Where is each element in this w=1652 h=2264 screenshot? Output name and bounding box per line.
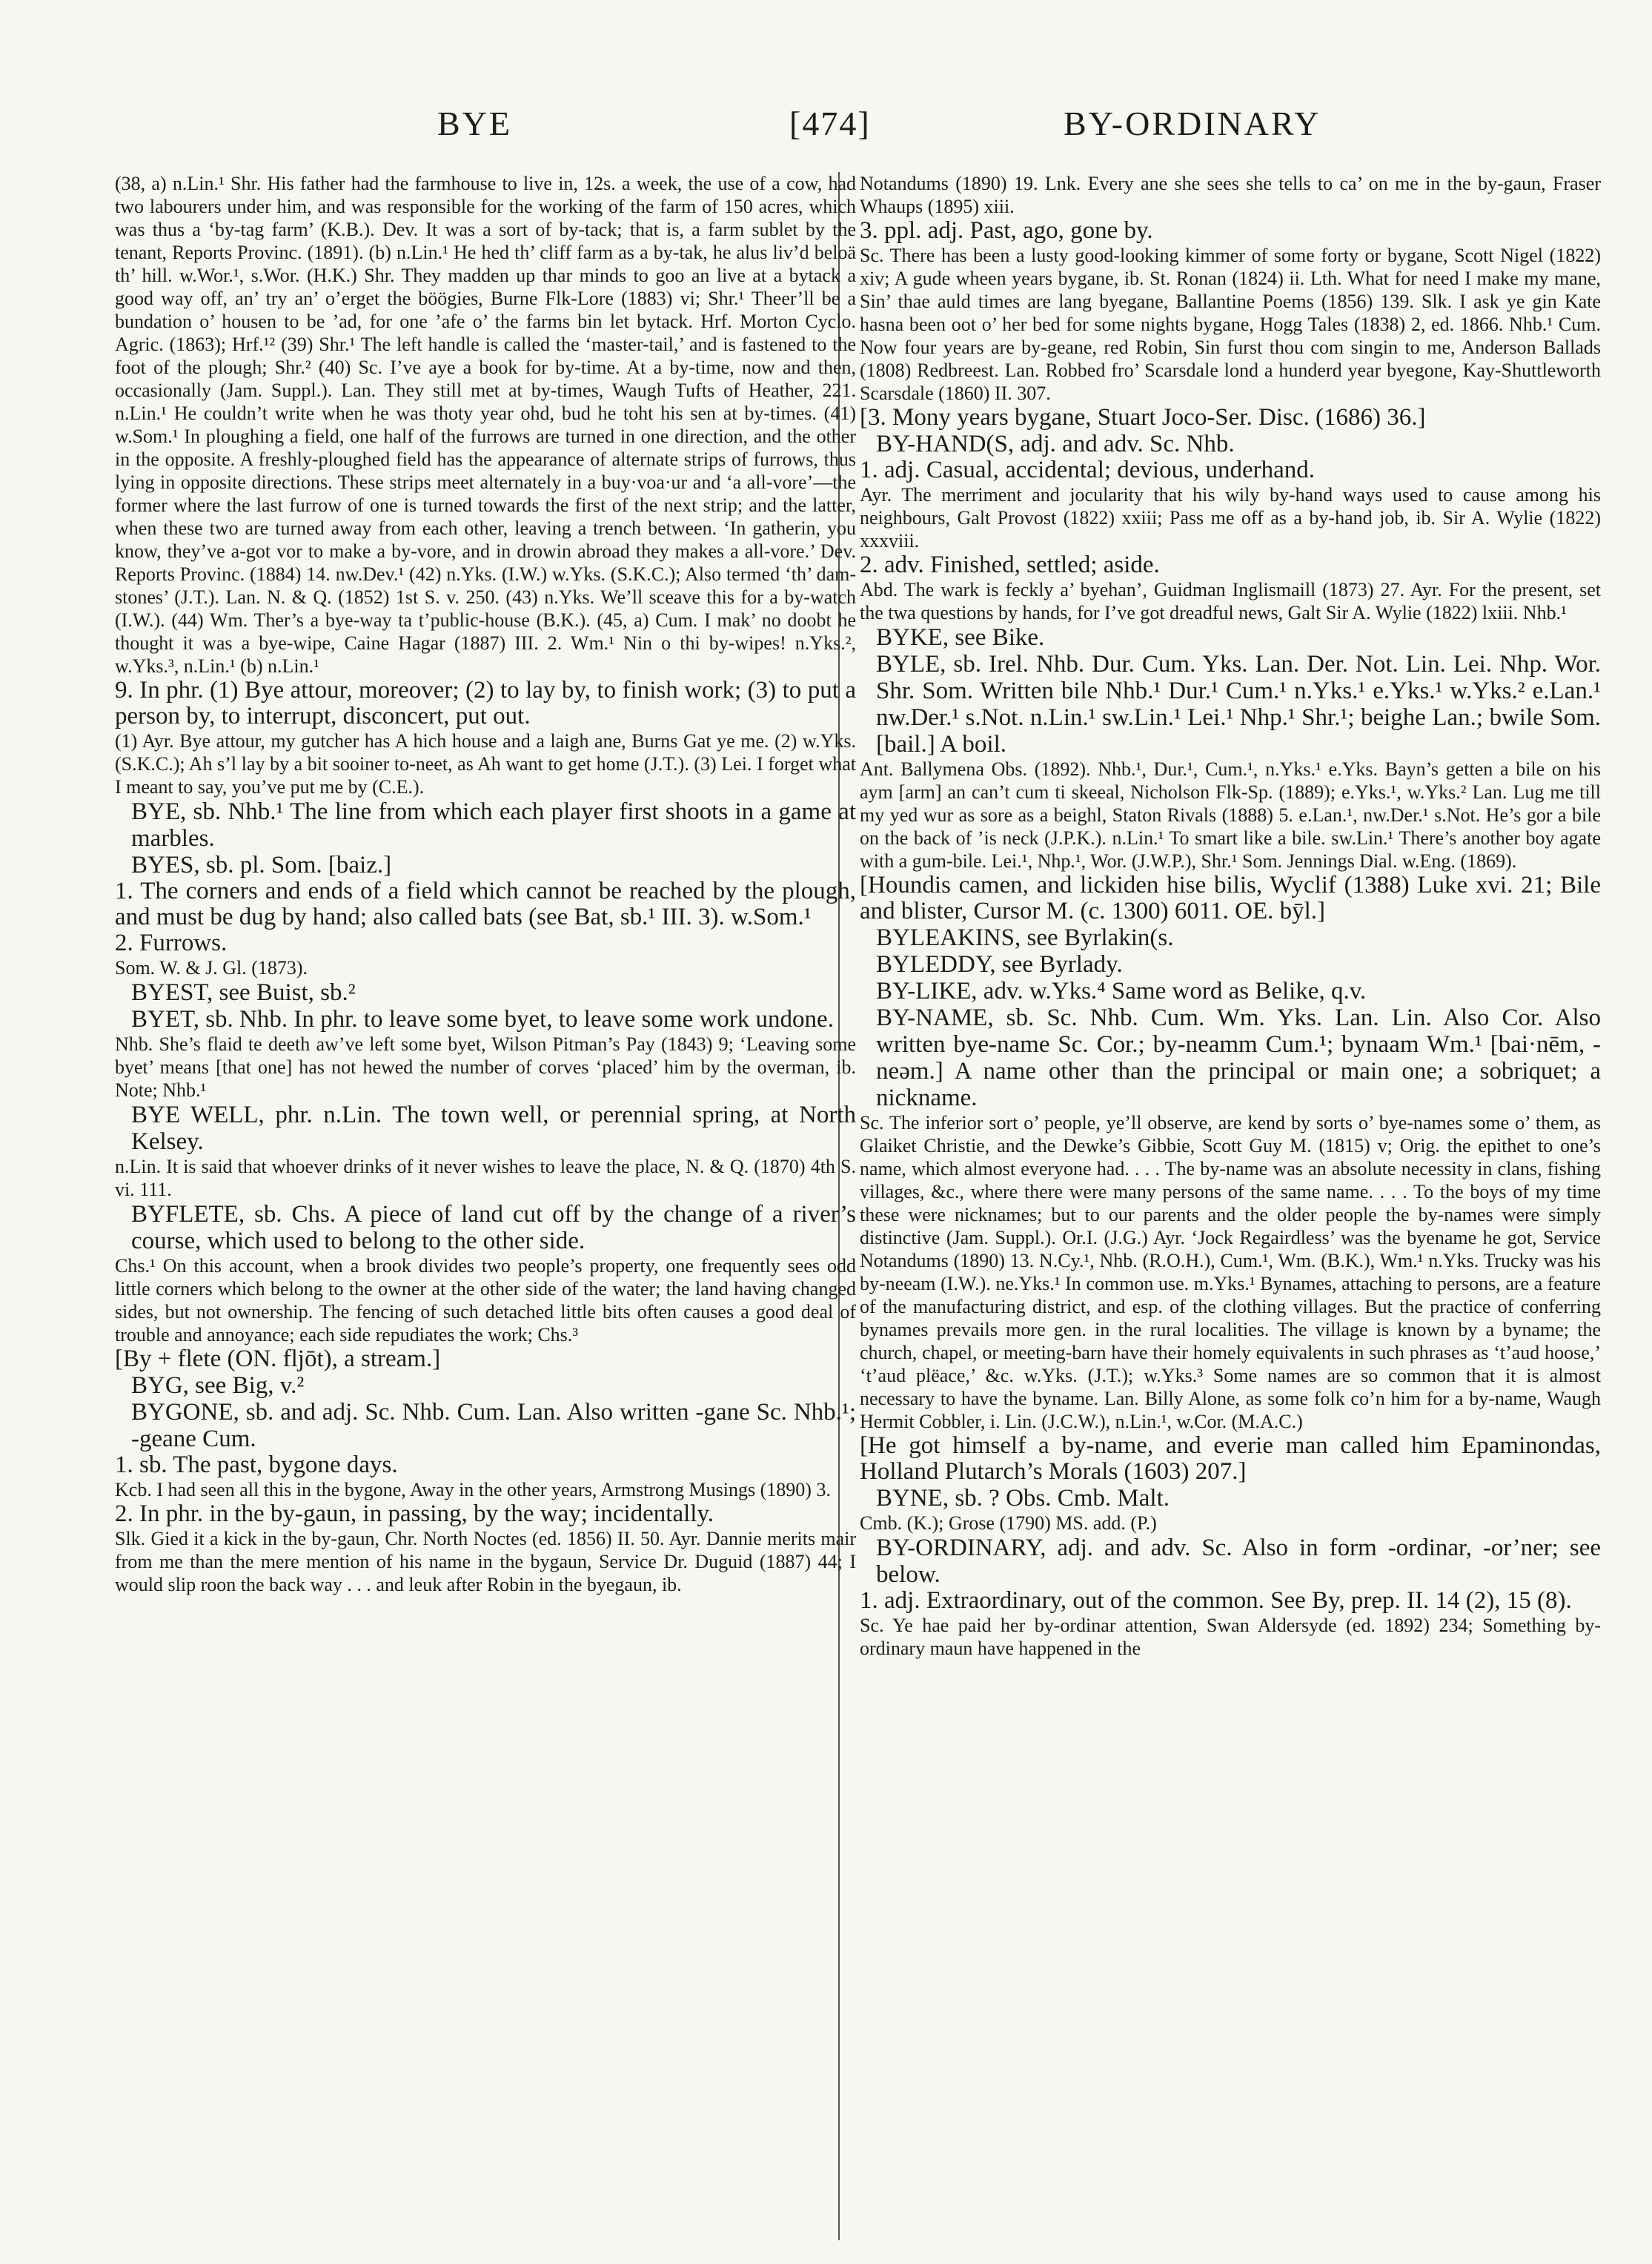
dictionary-entry: BYGONE, sb. and adj. Sc. Nhb. Cum. Lan. Also written -gane Sc. Nhb.¹; -geane Cum. <box>131 1399 856 1452</box>
dictionary-entry: BYG, see Big, v.² <box>131 1372 305 1399</box>
definition-paragraph: 1. adj. Casual, accidental; devious, underhand. <box>860 457 1315 483</box>
dictionary-entry: BYFLETE, sb. Chs. A piece of land cut off by the change of a river’s course, which used to belong to the other side. <box>131 1201 856 1254</box>
dictionary-entry: BYE, sb. Nhb.¹ The line from which each player first shoots in a game at marbles. <box>131 798 856 852</box>
dictionary-entry: BYNE, sb. ? Obs. Cmb. Malt. <box>876 1485 1170 1512</box>
dictionary-entry: BYLEAKINS, see Byrlakin(s. <box>876 924 1174 951</box>
definition-paragraph: 1. sb. The past, bygone days. <box>115 1452 398 1478</box>
dictionary-entry: BY-LIKE, adv. w.Yks.⁴ Same word as Belike, q.v. <box>876 978 1367 1004</box>
citation-paragraph: Notandums (1890) 19. Lnk. Every ane she sees she tells to ca’ on me in the by-gaun, Fraser Whaups (1895) xiii. <box>860 173 1601 217</box>
definition-paragraph: [3. Mony years bygane, Stuart Joco-Ser. Disc. (1686) 36.] <box>860 404 1426 431</box>
definition-paragraph: [He got himself a by-name, and everie man called him Epaminondas, Holland Plutarch’s Morals (1603) 207.] <box>860 1432 1601 1485</box>
page-number: [474] <box>789 105 871 142</box>
citation-paragraph: Cmb. (K.); Grose (1790) MS. add. (P.) <box>860 1512 1157 1534</box>
dictionary-entry: BY-HAND(S, adj. and adv. Sc. Nhb. <box>876 431 1235 457</box>
citation-paragraph: Slk. Gied it a kick in the by-gaun, Chr. North Noctes (ed. 1856) II. 50. Ayr. Dannie merits mair from me than the mere mention of his name in the bygaun, Service Dr. Duguid (1887) 44; I would slip roon the back way . . . and leuk after Robin in the byegaun, ib. <box>115 1528 856 1595</box>
citation-paragraph: Sc. The inferior sort o’ people, ye’ll observe, are kend by sorts o’ bye-names some o’ them, as Glaiket Christie, and the Dewke’s Gibbie, Scott Guy M. (1815) v; Orig. the epithet to one’s name, which almost everyone had. . . . The by-name was an absolute necessity in clans, fishing villages, &c., where there were many persons of the same name. . . . To the boys of my time these were nicknames; but to our parents and the older people the by-names were simply distinctive (Jam. Suppl.). Or.I. (J.G.) Ayr. ‘Jock Regairdless’ was the byename he got, Service Notandums (1890) 13. N.Cy.¹, Nhb. (R.O.H.), Cum.¹, Wm. (B.K.), Wm.¹ n.Yks. Trucky was his by-neeam (I.W.). ne.Yks.¹ In common use. m.Yks.¹ Bynames, attaching to persons, are a feature of the manufacturing district, and esp. of the clothing villages. But the practice of conferring bynames prevails more gen. in the rural localities. The village is known by a byname; the church, chapel, or meeting-barn have their homely equivalents in such phrases as ‘t’aud hoose,’ ‘t’aud plëace,’ &c. w.Yks. (J.T.); w.Yks.³ Some names are so common that it is almost necessary to have the byname. Lan. Billy Alone, as some folk co’n him for a by-name, Waugh Hermit Cobbler, i. Lin. (J.C.W.), n.Lin.¹, w.Cor. (M.A.C.) <box>860 1112 1601 1432</box>
citation-paragraph: Chs.¹ On this account, when a brook divides two people’s property, one frequently sees odd little corners which belong to the owner at the other side of the water; the land having changed sides, but not ownership. The fencing of such detached little bits often causes a good deal of trouble and annoyance; each side repudiates the work; Chs.³ <box>115 1255 856 1346</box>
definition-paragraph: 1. The corners and ends of a field which cannot be reached by the plough, and must be dug by hand; also called bats (see Bat, sb.¹ III. 3). w.Som.¹ <box>115 878 856 930</box>
dictionary-entry: BYLEDDY, see Byrlady. <box>876 951 1123 978</box>
citation-paragraph: Ayr. The merriment and jocularity that his wily by-hand ways used to cause among his neighbours, Galt Provost (1822) xxiii; Pass me off as a by-hand job, ib. Sir A. Wylie (1822) xxxviii. <box>860 484 1601 552</box>
citation-paragraph: Ant. Ballymena Obs. (1892). Nhb.¹, Dur.¹, Cum.¹, n.Yks.¹ e.Yks. Bayn’s getten a bile on his aym [arm] an can’t cum ti skeeal, Nicholson Flk-Sp. (1889); e.Yks.¹, w.Yks.² Lan. Lug me till my yed wur as sore as a beighl, Staton Rivals (1888) 5. e.Lan.¹, nw.Der.¹ s.Not. He’s gor a bile on the back of ’is neck (J.P.K.). n.Lin.¹ To smart like a bile. sw.Lin.¹ There’s another boy agate with a gum-bile. Lei.¹, Nhp.¹, Wor. (J.W.P.), Shr.¹ Som. Jennings Dial. w.Eng. (1869). <box>860 758 1601 872</box>
running-head-left: BYE <box>437 105 512 142</box>
definition-paragraph: 2. In phr. in the by-gaun, in passing, by the way; incidentally. <box>115 1500 714 1527</box>
dictionary-entry: BY-NAME, sb. Sc. Nhb. Cum. Wm. Yks. Lan. Lin. Also Cor. Also written bye-name Sc. Cor.; by-neamm Cum.¹; bynaam Wm.¹ [bai·nēm, -neəm.] A name other than the principal or main one; a sobriquet; a nickname. <box>876 1004 1601 1111</box>
citation-paragraph: Sc. Ye hae paid her by-ordinar attention, Swan Aldersyde (ed. 1892) 234; Something by-ordinary maun have happened in the <box>860 1615 1601 1659</box>
citation-paragraph: Nhb. She’s flaid te deeth aw’ve left some byet, Wilson Pitman’s Pay (1843) 9; ‘Leaving some byet’ means [that one] has not hewed the number of corves ‘placed’ him by the overman, ib. Note; Nhb.¹ <box>115 1033 856 1101</box>
dictionary-entry: BYKE, see Bike. <box>876 624 1045 651</box>
citation-paragraph: Abd. The wark is feckly a’ byehan’, Guidman Inglismaill (1873) 27. Ayr. For the present, set the twa questions by hands, for I’ve got dreadful news, Galt Sir A. Wylie (1822) lxiii. Nhb.¹ <box>860 579 1601 623</box>
definition-paragraph: [By + flete (ON. fljōt), a stream.] <box>115 1346 441 1372</box>
citation-paragraph: Kcb. I had seen all this in the bygone, Away in the other years, Armstrong Musings (1890) 3. <box>115 1479 831 1500</box>
definition-paragraph: 1. adj. Extraordinary, out of the common. See By, prep. II. 14 (2), 15 (8). <box>860 1587 1572 1614</box>
definition-paragraph: 3. ppl. adj. Past, ago, gone by. <box>860 217 1153 244</box>
definition-paragraph: 9. In phr. (1) Bye attour, moreover; (2) to lay by, to finish work; (3) to put a person by, to interrupt, disconcert, put out. <box>115 677 856 729</box>
citation-paragraph: Sc. There has been a lusty good-looking kimmer of some forty or bygane, Scott Nigel (1822) xiv; A gude wheen years bygane, ib. St. Ronan (1824) ii. Lth. What for need I make my mane, Sin’ thae auld times are lang byegane, Ballantine Poems (1856) 139. Slk. I ask ye gin Kate hasna been oot o’ her bed for some nights bygane, Hogg Tales (1838) 2, ed. 1866. Nhb.¹ Cum. Now four years are by-geane, red Robin, Sin furst thou com singin to me, Anderson Ballads (1808) Redbreest. Lan. Robbed fro’ Scarsdale lond a hunderd year byegone, Kay-Shuttleworth Scarsdale (1860) II. 307. <box>860 245 1601 404</box>
dictionary-entry: BYE WELL, phr. n.Lin. The town well, or perennial spring, at North Kelsey. <box>131 1102 856 1155</box>
page-header <box>0 104 1652 156</box>
running-head-right: BY-ORDINARY <box>1064 105 1321 142</box>
dictionary-entry: BYET, sb. Nhb. In phr. to leave some byet, to leave some work undone. <box>131 1006 834 1033</box>
dictionary-entry: BYES, sb. pl. Som. [baiz.] <box>131 852 392 878</box>
definition-paragraph: 2. Furrows. <box>115 930 228 956</box>
citation-paragraph: Som. W. & J. Gl. (1873). <box>115 957 308 979</box>
left-column <box>115 172 856 2248</box>
dictionary-entry: BYEST, see Buist, sb.² <box>131 979 356 1006</box>
citation-paragraph: (1) Ayr. Bye attour, my gutcher has A hich house and a laigh ane, Burns Gat ye me. (2) w.Yks. (S.K.C.); Ah s’l lay by a bit sooiner to-neet, as Ah want to get home (J.T.). (3) Lei. I forget what I meant to say, you’ve put me by (C.E.). <box>115 730 856 798</box>
definition-paragraph: [Houndis camen, and lickiden hise bilis, Wyclif (1388) Luke xvi. 21; Bile and blister, Cursor M. (c. 1300) 6011. OE. bȳl.] <box>860 872 1601 924</box>
definition-paragraph: 2. adv. Finished, settled; aside. <box>860 552 1160 578</box>
dictionary-entry: BY-ORDINARY, adj. and adv. Sc. Also in form -ordinar, -or’ner; see below. <box>876 1535 1601 1588</box>
citation-paragraph: (38, a) n.Lin.¹ Shr. His father had the farmhouse to live in, 12s. a week, the use of a cow, had two labourers under him, and was responsible for the working of the farm of 150 acres, which was thus a ‘by-tag farm’ (K.B.). Dev. It was a sort of by-tack; that is, a farm sublet by the tenant, Reports Provinc. (1891). (b) n.Lin.¹ He hed th’ cliff farm as a by-tak, he alus liv’d beloä th’ hill. w.Wor.¹, s.Wor. (H.K.) Shr. They madden up thar minds to goo an live at a bytack a good way off, an’ try an’ o’erget the böögies, Burne Flk-Lore (1883) vi; Shr.¹ Theer’ll be a bundation o’ housen to be ’ad, for one ’afe o’ the farms bin let bytack. Hrf. Morton Cyclo. Agric. (1863); Hrf.¹² (39) Shr.¹ The left handle is called the ‘master-tail,’ and is fastened to the foot of the plough; Shr.² (40) Sc. I’ve aye a book for by-time. At a by-time, now and then, occasionally (Jam. Suppl.). Lan. They still met at by-times, Waugh Tufts of Heather, 221. n.Lin.¹ He couldn’t write when he was thoty year ohd, bud he toht his sen at by-times. (41) w.Som.¹ In ploughing a field, one half of the furrows are turned in one direction, and the other in the opposite. A freshly-ploughed field has the appearance of alternate strips of furrows, thus lying in opposite directions. These strips meet alternately in a buy·voa·ur and ‘a all-vore’—the former where the last furrow of one is turned towards the first of the next strip; and the latter, when these two are turned away from each other, leaving a trench between. ‘In gatherin, you know, they’ve a-got vor to make a by-vore, and in drowin abroad they makes a all-vore.’ Dev. Reports Provinc. (1884) 14. nw.Dev.¹ (42) n.Yks. (I.W.) w.Yks. (S.K.C.); Also termed ‘th’ dam-stones’ (J.T.). Lan. N. & Q. (1852) 1st S. v. 250. (43) n.Yks. We’ll sceave this for a by-watch (I.W.). (44) Wm. Ther’s a bye-way ta t’public-house (B.K.). (45, a) Cum. I mak’ no doobt he thought it was a bye-wipe, Caine Hagar (1887) III. 2. Wm.¹ Nin o thi by-wipes! n.Yks.², w.Yks.³, n.Lin.¹ (b) n.Lin.¹ <box>115 173 856 677</box>
citation-paragraph: n.Lin. It is said that whoever drinks of it never wishes to leave the place, N. & Q. (1870) 4th S. vi. 111. <box>115 1156 856 1200</box>
dictionary-entry: BYLE, sb. Irel. Nhb. Dur. Cum. Yks. Lan. Der. Not. Lin. Lei. Nhp. Wor. Shr. Som. Written bile Nhb.¹ Dur.¹ Cum.¹ n.Yks.¹ e.Yks.¹ w.Yks.² e.Lan.¹ nw.Der.¹ s.Not. n.Lin.¹ sw.Lin.¹ Lei.¹ Nhp.¹ Shr.¹; beighe Lan.; bwile Som. [bail.] A boil. <box>876 651 1601 758</box>
right-column <box>860 172 1601 2248</box>
